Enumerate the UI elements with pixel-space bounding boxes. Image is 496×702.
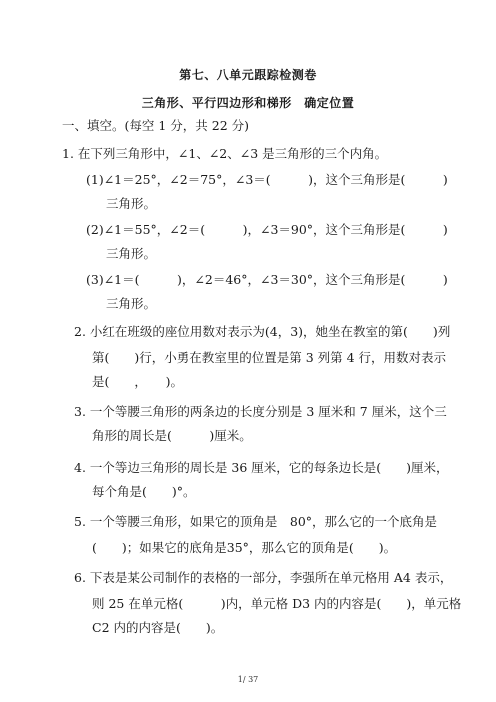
question-1-line-1: 1. 在下列三角形中，∠1、∠2、∠3 是三角形的三个内角。	[62, 146, 388, 161]
question-6-line-2: 则 25 在单元格( )内，单元格 D3 内的内容是( )，单元格	[92, 596, 462, 611]
question-2-line-1: 2. 小红在班级的座位用数对表示为(4，3)，她坐在教室的第( )列	[74, 324, 451, 339]
question-2-line-3: 是( ， )。	[92, 374, 184, 389]
question-1-line-7: 三角形。	[106, 296, 157, 311]
page-number: 1/ 37	[237, 675, 259, 684]
page-title: 第七、八单元跟踪检测卷	[179, 68, 317, 82]
question-5-line-1: 5. 一个等腰三角形，如果它的顶角是 80°，那么它的一个底角是	[74, 514, 438, 529]
question-5-line-2: ( )；如果它的底角是35°，那么它的顶角是( )。	[92, 540, 397, 555]
question-1-line-3: 三角形。	[106, 196, 157, 211]
question-6-line-1: 6. 下表是某公司制作的表格的一部分，李强所在单元格用 A4 表示，	[74, 570, 453, 585]
question-3-line-2: 角形的周长是( )厘米。	[92, 428, 252, 443]
question-6-line-3: C2 内的内容是( )。	[92, 620, 224, 635]
section-heading: 一、填空。(每空 1 分，共 22 分)	[62, 118, 250, 133]
question-4-line-1: 4. 一个等边三角形的周长是 36 厘米，它的每条边长是( )厘米，	[74, 460, 449, 475]
question-1-line-2: (1)∠1＝25°，∠2＝75°，∠3＝( )，这个三角形是( )	[86, 172, 448, 187]
question-1-line-6: (3)∠1＝( )，∠2＝46°，∠3＝30°，这个三角形是( )	[86, 272, 448, 287]
question-2-line-2: 第( )行，小勇在教室里的位置是第 3 列第 4 行，用数对表示	[92, 350, 447, 365]
question-3-line-1: 3. 一个等腰三角形的两条边的长度分别是 3 厘米和 7 厘米，这个三	[74, 404, 447, 419]
question-1-line-4: (2)∠1＝55°，∠2＝( )，∠3＝90°，这个三角形是( )	[86, 222, 448, 237]
page-subtitle: 三角形、平行四边形和梯形 确定位置	[141, 96, 355, 110]
question-1-line-5: 三角形。	[106, 246, 157, 261]
question-4-line-2: 每个角是( )°。	[92, 484, 196, 499]
